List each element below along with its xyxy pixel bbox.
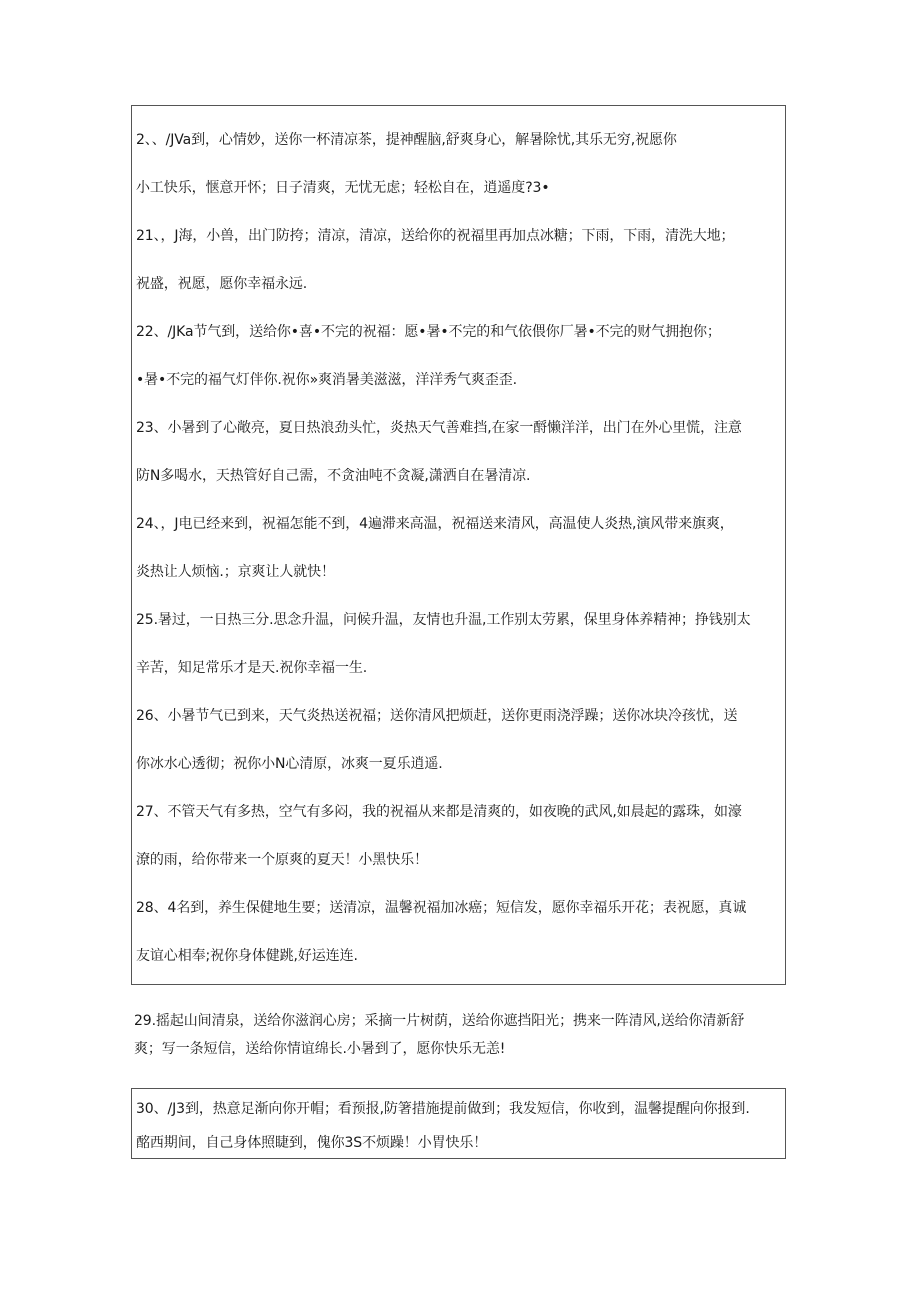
- entry-27-line-1: 27、不管天气有多热，空气有多闷，我的祝福从来都是清爽的，如夜晚的武风,如晨起的露珠，如濠: [136, 804, 742, 820]
- greeting-30-box: [131, 1088, 786, 1159]
- entry-25-line-1: 25.暑过，一日热三分.思念升温，问候升温，友情也升温,工作别太劳累，保里身体养精神；挣钱别太: [136, 612, 751, 628]
- entry-29-line-2: 爽；写一条短信，送给你情谊绵长.小暑到了，愿你快乐无恙!: [134, 1041, 506, 1057]
- entry-26-line-1: 26、小暑节气已到来，天气炎热送祝福；送你清风把烦赶，送你更雨浇浮躁；送你冰块冷孩忧，送: [136, 708, 738, 724]
- entry-26-line-2: 你冰水心透彻；祝你小N心清原，冰爽一夏乐逍遥.: [136, 756, 443, 772]
- entry-28-line-2: 友谊心相奉;祝你身体健跳,好运连连.: [136, 948, 358, 964]
- entry-28-line-1: 28、4名到，养生保健地生要；送清凉，温馨祝福加冰癌；短信发，愿你幸福乐开花；表祝愿，真诚: [136, 900, 747, 916]
- entry-23-line-1: 23、小暑到了心敞亮，夏日热浪劲头忙，炎热天气善难挡,在家一酹懒洋洋，出门在外心里慌，注意: [136, 420, 742, 436]
- entry-22-line-2: •暑•不完的福气灯伴你.祝你»爽消暑美滋滋，洋洋秀气爽歪歪.: [136, 372, 517, 388]
- entry-23-line-2: 防N多喝水，天热管好自己需，不贪油吨不贪凝,潇洒自在暑清凉.: [136, 468, 531, 484]
- entry-25-line-2: 辛苦，知足常乐才是天.祝你幸福一生.: [136, 660, 368, 676]
- entry-20-line-1: 2、、/JVa到，心情妙，送你一杯清凉茶，提神醒脑,舒爽身心，解暑除忧,其乐无穷,祝愿你: [136, 132, 677, 148]
- entry-20-line-2: 小工快乐，惬意开怀；日子清爽，无忧无虑；轻松自在，逍遥度?3•: [136, 180, 550, 196]
- entry-22-line-1: 22、/JKa节气到，送给你•喜•不完的祝福：愿•暑•不完的和气依偎你厂暑•不完的财气拥抱你；: [136, 324, 721, 340]
- greetings-table-box: [131, 105, 786, 985]
- entry-24-line-1: 24、，J电已经来到，祝福怎能不到，4遍滞来高温，祝福送来清风，高温使人炎热,演风带来旗爽，: [136, 516, 734, 532]
- entry-24-line-2: 炎热让人烦恼.；京爽让人就快！: [136, 564, 335, 580]
- entry-29-line-1: 29.摇起山间清泉，送给你滋润心房；采摘一片树荫，送给你遮挡阳光；携来一阵清风,送给你清新舒: [134, 1013, 745, 1029]
- entry-30-line-2: 酩西期间，自己身体照睫到，傀你3S不烦躁！小胃快乐！: [136, 1135, 488, 1151]
- entry-30-line-1: 30、/J3到，热意足渐向你开帽；看预报,防箸措施提前做到；我发短信，你收到，温馨提醒向你报到.: [136, 1101, 750, 1117]
- entry-21-line-2: 祝盛，祝愿，愿你幸福永远.: [136, 276, 308, 292]
- entry-21-line-1: 21、，J海，小兽，出门防挎；清凉，清凉，送给你的祝福里再加点冰糖；下雨，下雨，清洗大地；: [136, 228, 735, 244]
- entry-27-line-2: 潦的雨，给你带来一个原爽的夏天！小黑快乐！: [136, 852, 428, 868]
